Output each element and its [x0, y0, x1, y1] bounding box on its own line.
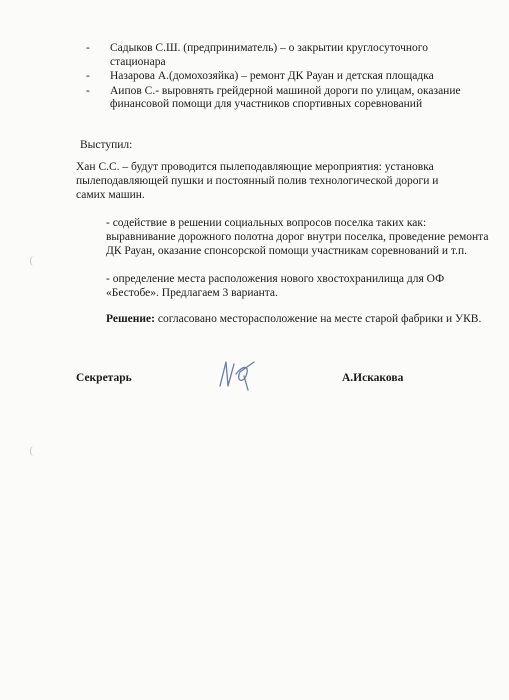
handwritten-signature	[214, 356, 264, 392]
paragraph-social-support: - содействие в решении социальных вопросов поселка таких как: выравнивание дорожного полотна дорог внутри поселка, проведение ремонта ДК Рауан, оказание спонсорской помощи участникам соревнований и т.п.	[106, 217, 489, 257]
paragraph-speaker-statement: Хан С.С. – будут проводится пылеподавляющие мероприятия: установка пылеподавляющей пушки и постоянный полив технологической дороги и самих машин.	[76, 161, 439, 201]
bullet-dash: -	[86, 84, 90, 97]
decision-paragraph	[76, 312, 496, 326]
punch-hole-mark	[30, 446, 37, 456]
bullet-text: Аипов С.- выровнять грейдерной машиной дороги по улицам, оказание финансовой помощи для участников спортивных соревнований	[110, 84, 461, 110]
bullet-text: Назарова А.(домохозяйка) – ремонт ДК Рауан и детская площадка	[110, 70, 434, 82]
paragraph-tailings-location: - определение места расположения нового хвостохранилища для ОФ «Бестобе». Предлагаем 3 варианта.	[106, 273, 445, 299]
list-item	[86, 70, 486, 84]
decision-text: согласовано месторасположение на месте старой фабрики и УКВ.	[154, 313, 482, 325]
punch-hole-mark	[30, 256, 37, 266]
speaker-label: Выступил:	[80, 139, 133, 151]
bullet-dash: -	[86, 70, 90, 82]
secretary-name: А.Искакова	[342, 372, 404, 384]
decision-label: Решение:	[106, 313, 155, 325]
list-item	[86, 42, 486, 69]
bullet-text: Садыков С.Ш. (предприниматель) – о закрытии круглосуточного стационара	[110, 42, 428, 68]
bullet-list	[86, 42, 486, 113]
bullet-dash: -	[86, 42, 90, 54]
list-item	[86, 85, 486, 112]
secretary-label: Секретарь	[76, 372, 132, 384]
